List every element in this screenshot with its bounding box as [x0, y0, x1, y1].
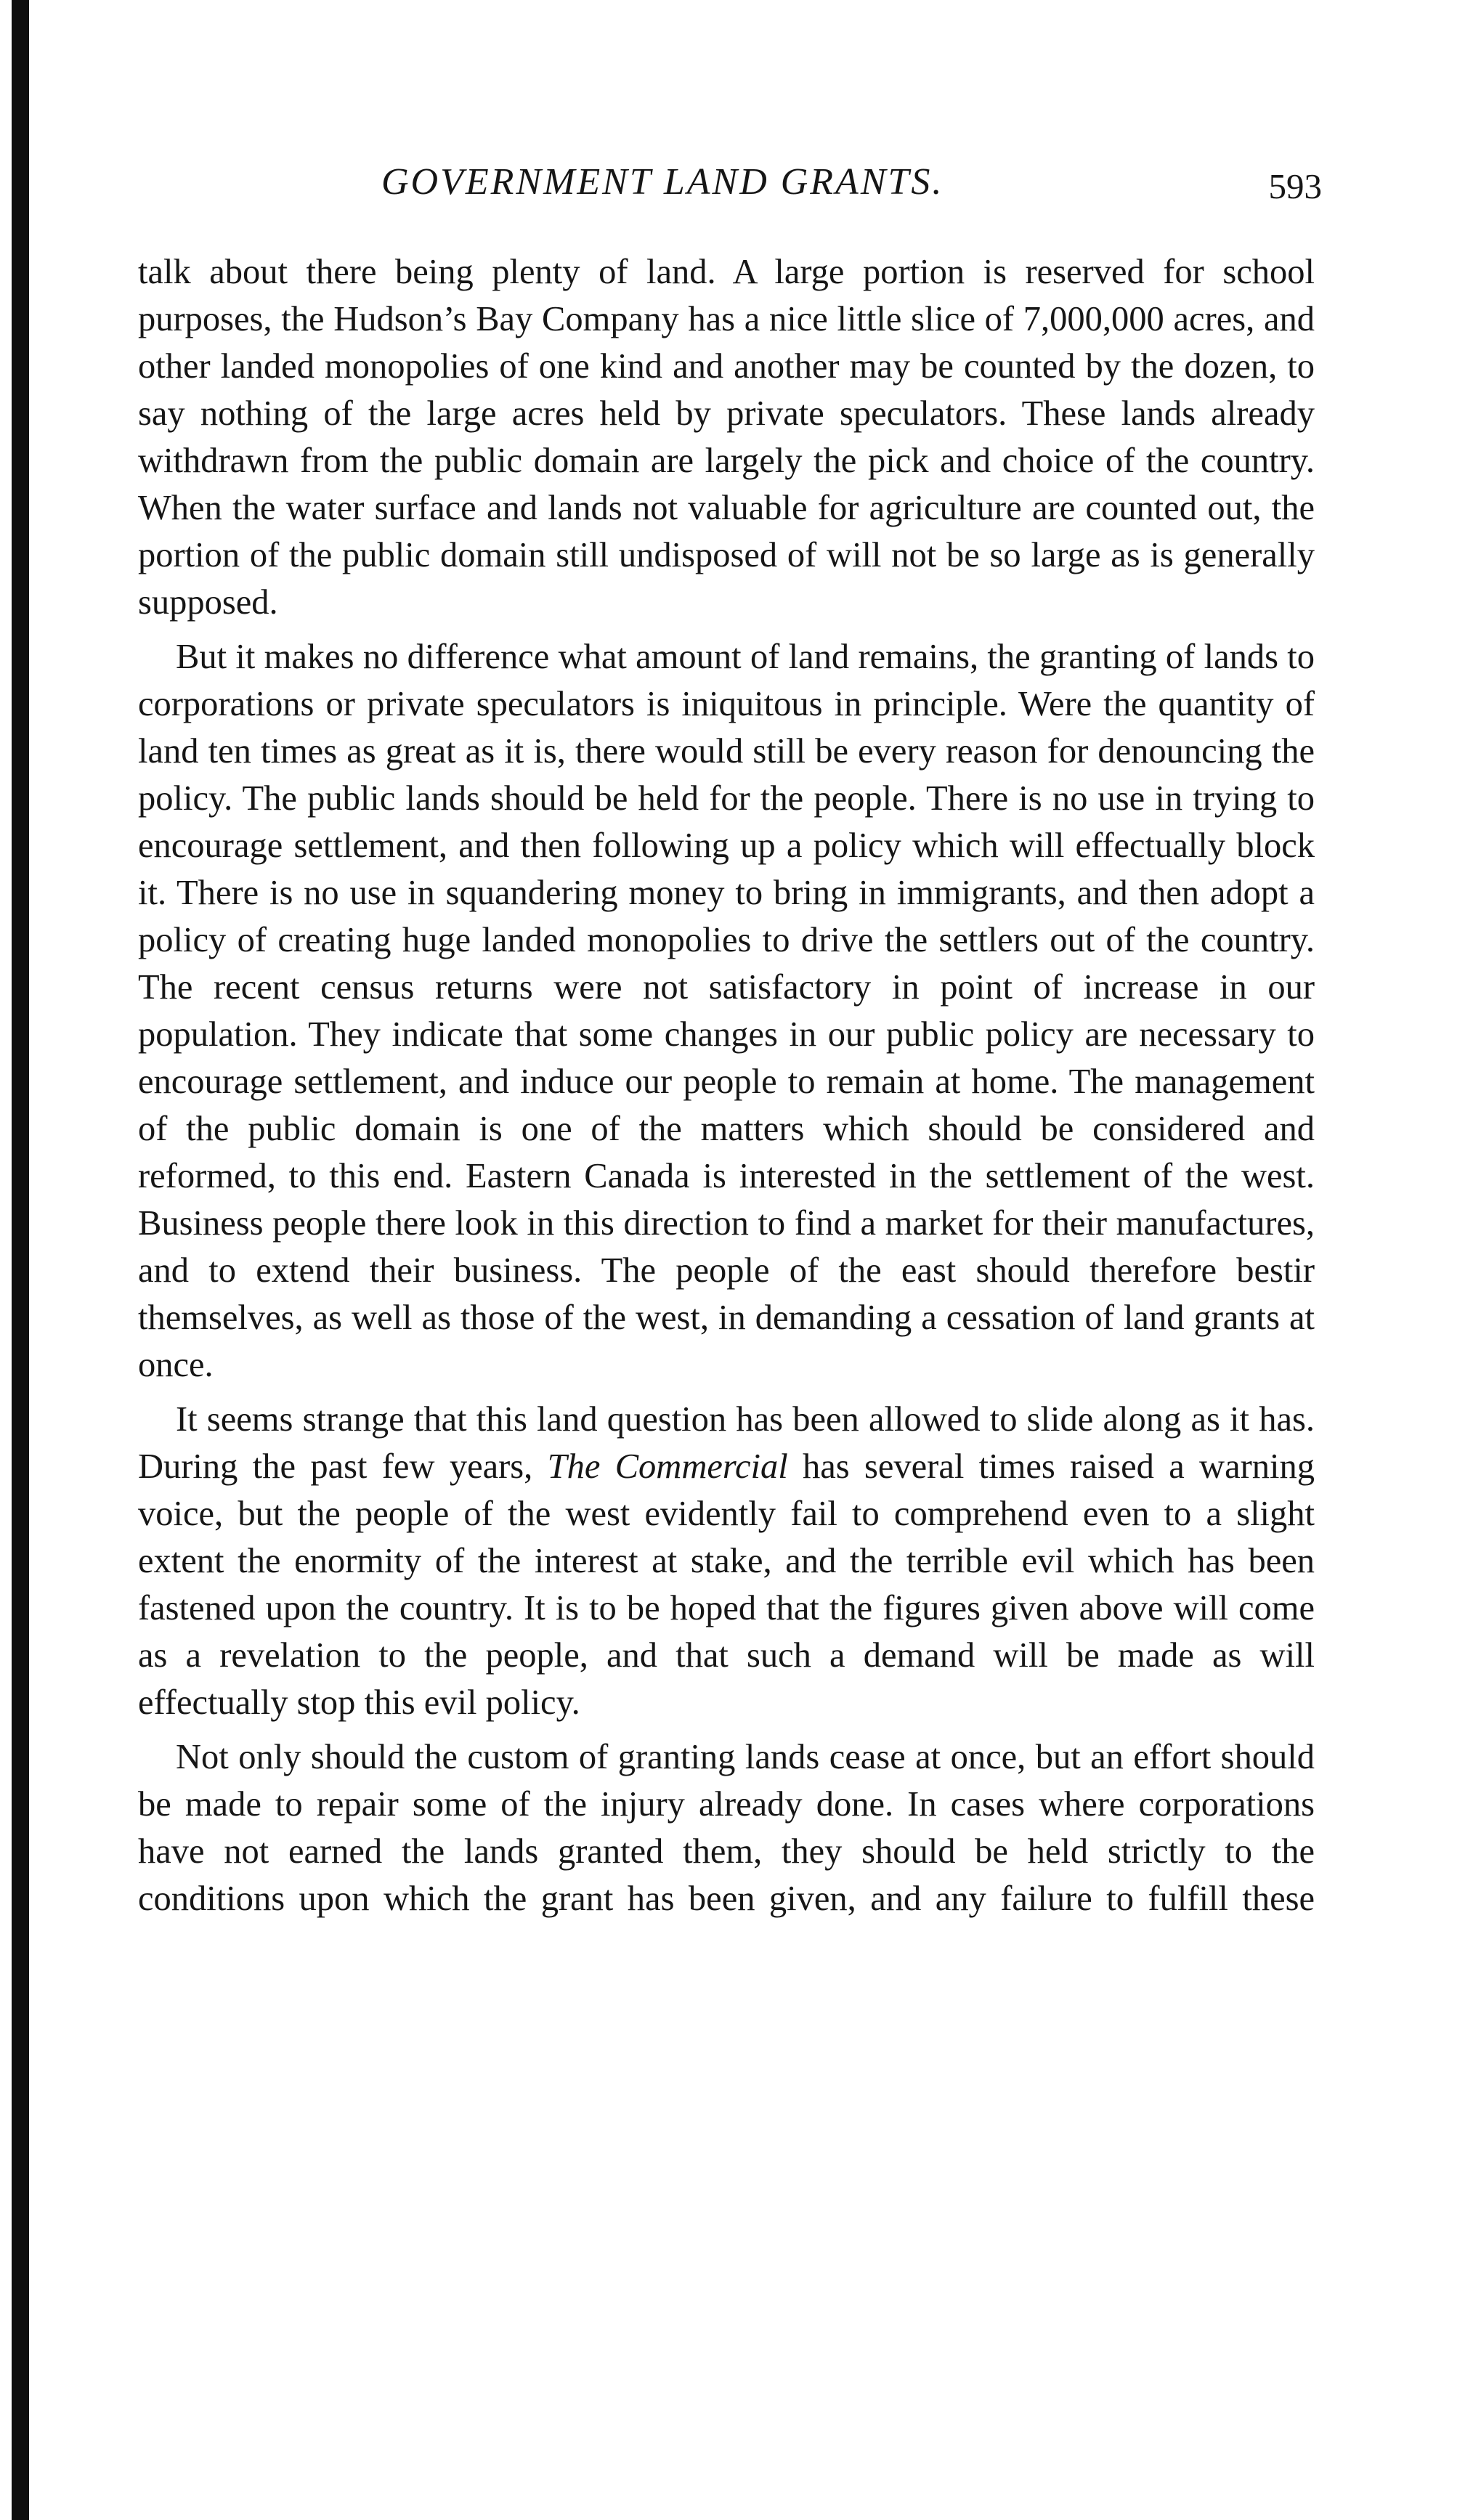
book-page: [138, 160, 1322, 1930]
paragraph-3-text-start: It seems strange that this land question has been allowed to slide along as it has. During the past few years,: [138, 1400, 1315, 1486]
paragraph-4: Not only should the custom of granting lands cease at once, but an effort should be made to repair some of the injury already done. In cases where corporations have not earned the lands granted them, they should be held strictly to the conditions upon which the grant has been given, and any failure to fulfill these: [138, 1738, 1315, 1918]
running-title: GOVERNMENT LAND GRANTS.: [381, 161, 944, 203]
paragraph-3-text-end: has several times raised a warning voice, but the people of the west evidently fail to comprehend even to a slight extent the enormity of the interest at stake, and the terrible evil which has been fastened upon the country. It is to be hoped that the figures given above will come as a revelation to the people, and that such a demand will be made as will effectually stop this evil policy.: [138, 1447, 1315, 1722]
page-binding-edge: [12, 0, 29, 2520]
body-text: [138, 248, 1315, 1922]
running-head: [138, 160, 1322, 218]
page-number: 593: [1268, 166, 1322, 206]
paragraph-1: talk about there being plenty of land. A large portion is reserved for school purposes, the Hudson’s Bay Company has a nice little slice of 7,000,000 acres, and other landed monopolies of one kind and another may be counted by the dozen, to say nothing of the large acres held by private speculators. These lands already withdrawn from the public domain are largely the pick and choice of the country. When the water surface and lands not valuable for agriculture are counted out, the portion of the public domain still undisposed of will not be so large as is generally supposed.: [138, 253, 1315, 622]
paragraph-3: [138, 1396, 1315, 1726]
paragraph-2: But it makes no difference what amount of land remains, the granting of lands to corporations or private speculators is iniquitous in principle. Were the quantity of land ten times as great as it is, there would still be every reason for denouncing the policy. The public lands should be held for the people. There is no use in trying to encourage settlement, and then following up a policy which will effectually block it. There is no use in squandering money to bring in immigrants, and then adopt a policy of creating huge landed monopolies to drive the settlers out of the country. The recent census returns were not satisfactory in point of increase in our population. They indicate that some changes in our public policy are necessary to encourage settlement, and induce our people to remain at home. The management of the public domain is one of the matters which should be considered and reformed, to this end. Eastern Canada is interested in the settlement of the west. Business people there look in this direction to find a market for their manufactures, and to extend their business. The people of the east should therefore bestir themselves, as well as those of the west, in demanding a cessation of land grants at once.: [138, 638, 1315, 1384]
publication-title: The Commercial: [547, 1447, 788, 1486]
